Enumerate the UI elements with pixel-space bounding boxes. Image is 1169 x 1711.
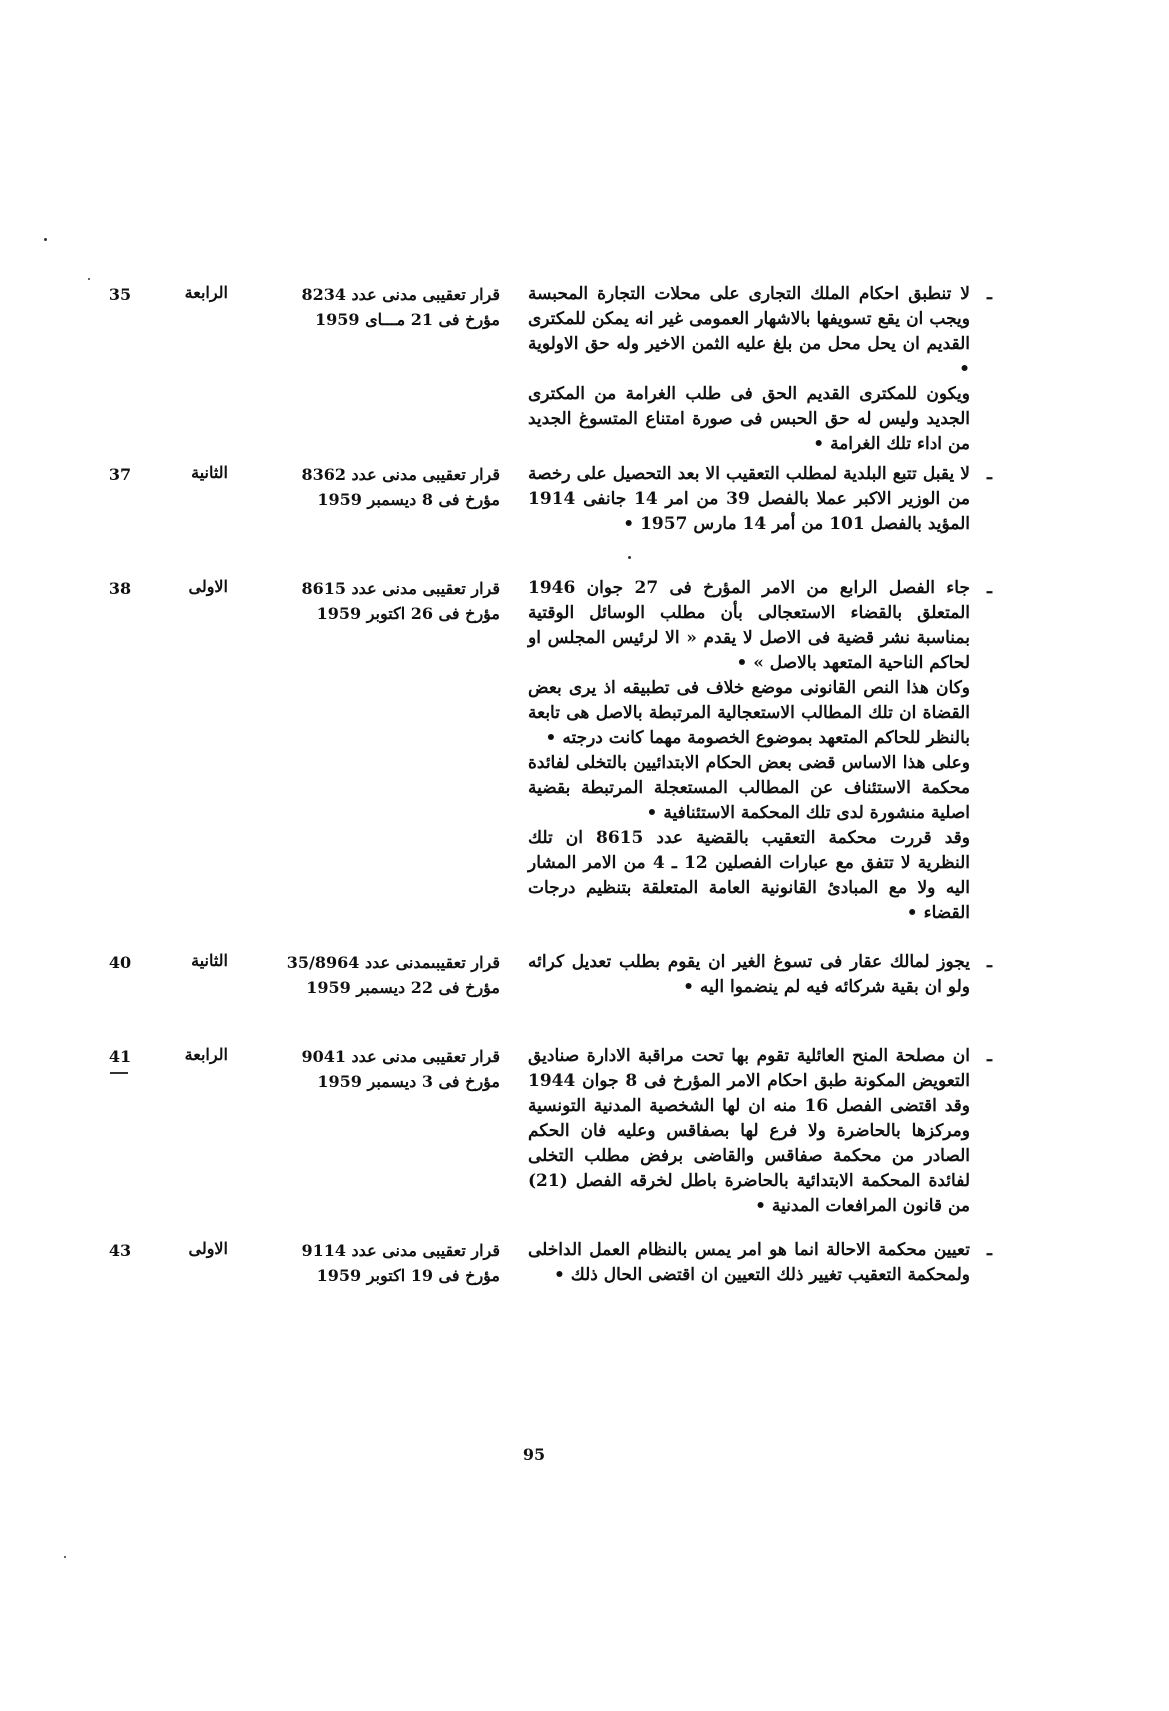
- bullet-dash: ـ: [987, 952, 992, 972]
- summary-paragraph: وقد قررت محكمة التعقيب بالقضية عدد 8615 ان تلك النظرية لا تتفق مع عبارات الفصلين 12 ـ 4 من الامر المشار اليه ولا مع المبادئ القانونية العامة المتعلقة بتنظيم درجات القضاء •: [528, 828, 970, 923]
- page-ref: 41: [108, 1047, 132, 1066]
- summary-paragraph: وكان هذا النص القانونى موضع خلاف فى تطبيقه اذ يرى بعض القضاة ان تلك المطالب الاستعجالية المرتبطة بالاصل هى تابعة بالنظر للحاكم المتعهد بموضوع الخصومة مهما كانت درجته •: [528, 678, 970, 748]
- entry-summary: [528, 282, 992, 457]
- scan-speck: [64, 1556, 66, 1558]
- decision-reference: [238, 1238, 500, 1288]
- entry-summary: [528, 576, 992, 926]
- decision-date: مؤرخ فى 3 ديسمبر 1959: [317, 1072, 500, 1091]
- decision-date: مؤرخ فى 22 ديسمبر 1959: [306, 978, 500, 997]
- bullet-dash: ـ: [987, 1046, 992, 1066]
- decision-reference: [238, 950, 500, 1000]
- page-ref: 40: [108, 953, 132, 972]
- chamber: الاولى: [188, 577, 228, 596]
- decision-number: قرار تعقيبى مدنى عدد 8362: [301, 465, 500, 484]
- decision-reference: [238, 1044, 500, 1094]
- decision-reference: [238, 576, 500, 626]
- decision-number: قرار تعقيبى مدنى عدد 9114: [301, 1241, 500, 1260]
- entry-summary: [528, 1044, 992, 1219]
- scan-speck: [110, 1072, 128, 1074]
- summary-paragraph: يجوز لمالك عقار فى تسوغ الغير ان يقوم بطلب تعديل كرائه ولو ان بقية شركائه فيه لم ينضموا اليه •: [528, 952, 970, 997]
- summary-paragraph: ويكون للمكترى القديم الحق فى طلب الغرامة من المكترى الجديد وليس له حق الحبس فى صورة امتناع المتسوغ الجديد من اداء تلك الغرامة •: [528, 384, 970, 454]
- summary-paragraph: وعلى هذا الاساس قضى بعض الحكام الابتدائيين بالتخلى لفائدة محكمة الاستئناف عن المطالب المستعجلة المرتبطة بقضية اصلية منشورة لدى تلك المحكمة الاستئنافية •: [528, 753, 970, 823]
- decision-date: مؤرخ فى 19 اكتوبر 1959: [316, 1266, 500, 1285]
- page-number: 95: [522, 1445, 546, 1464]
- page-ref: 38: [108, 579, 132, 598]
- chamber: الثانية: [191, 951, 228, 970]
- bullet-dash: ـ: [987, 284, 992, 304]
- decision-date: مؤرخ فى 26 اكتوبر 1959: [316, 604, 500, 623]
- scan-speck: [44, 238, 47, 241]
- page-ref: 37: [108, 465, 132, 484]
- decision-number: قرار تعقيبى مدنى عدد 9041: [301, 1047, 500, 1066]
- summary-paragraph: لا تنطبق احكام الملك التجارى على محلات التجارة المحبسة ويجب ان يقع تسويفها بالاشهار العمومى غير انه يمكن للمكترى القديم ان يحل محل من بلغ عليه الثمن الاخير وله حق الاولوية •: [528, 284, 970, 379]
- decision-number: قرار تعقيبى مدنى عدد 8615: [301, 579, 500, 598]
- decision-date: مؤرخ فى 8 ديسمبر 1959: [317, 490, 500, 509]
- entry-summary: [528, 1238, 992, 1288]
- bullet-dash: ـ: [987, 578, 992, 598]
- summary-paragraph: لا يقبل تتبع البلدية لمطلب التعقيب الا بعد التحصيل على رخصة من الوزير الاكبر عملا بالفصل 39 من امر 14 جانفى 1914 المؤيد بالفصل 101 من أمر 14 مارس 1957 •: [528, 464, 970, 534]
- page-ref: 35: [108, 285, 132, 304]
- chamber: الرابعة: [184, 1045, 228, 1064]
- summary-paragraph: ان مصلحة المنح العائلية تقوم بها تحت مراقبة الادارة صناديق التعويض المكونة طبق احكام الامر المؤرخ فى 8 جوان 1944 وقد اقتضى الفصل 16 منه ان لها الشخصية المدنية التونسية ومركزها بالحاضرة ولا فرع لها بصفاقس وعليه فان الحكم الصادر من محكمة صفاقس والقاضى برفض مطلب التخلى لفائدة المحكمة الابتدائية بالحاضرة باطل لخرقه الفصل (21) من قانون المرافعات المدنية •: [528, 1046, 970, 1216]
- decision-reference: [238, 462, 500, 512]
- bullet-dash: ـ: [987, 1240, 992, 1260]
- bullet-dash: ـ: [987, 464, 992, 484]
- summary-paragraph: جاء الفصل الرابع من الامر المؤرخ فى 27 جوان 1946 المتعلق بالقضاء الاستعجالى بأن مطلب الوسائل الوقتية بمناسبة نشر قضية فى الاصل لا يقدم « الا لرئيس المجلس او لحاكم الناحية المتعهد بالاصل » •: [528, 578, 970, 673]
- scan-speck: [628, 556, 631, 559]
- entry-summary: [528, 462, 992, 537]
- chamber: الثانية: [191, 463, 228, 482]
- chamber: الرابعة: [184, 283, 228, 302]
- chamber: الاولى: [188, 1239, 228, 1258]
- entry-summary: [528, 950, 992, 1000]
- decision-date: مؤرخ فى 21 مـــاى 1959: [315, 310, 500, 329]
- decision-number: قرار تعقيبىمدنى عدد 35/8964: [286, 953, 500, 972]
- summary-paragraph: تعيين محكمة الاحالة انما هو امر يمس بالنظام العمل الداخلى ولمحكمة التعقيب تغيير ذلك التعيين ان اقتضى الحال ذلك •: [528, 1240, 970, 1285]
- decision-reference: [238, 282, 500, 332]
- decision-number: قرار تعقيبى مدنى عدد 8234: [301, 285, 500, 304]
- scan-speck: [88, 278, 90, 280]
- page-ref: 43: [108, 1241, 132, 1260]
